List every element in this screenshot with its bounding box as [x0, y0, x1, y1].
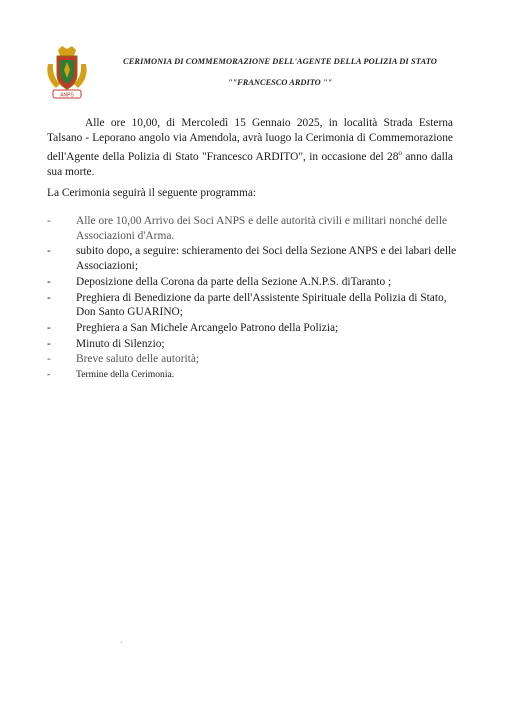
list-item: [47, 352, 457, 367]
list-item: [47, 291, 457, 320]
list-item: [47, 244, 457, 273]
list-item-text: Alle ore 10,00 Arrivo dei Soci ANPS e delle autorità civili e militari nonché delle Associazioni d'Arma.: [76, 215, 448, 242]
list-item: [47, 214, 457, 243]
bullet-dash: -: [47, 245, 51, 258]
program-list: [47, 214, 457, 384]
anps-emblem-logo: [44, 44, 90, 102]
list-item-text: Deposizione della Corona da parte della Sezione A.N.P.S. diTaranto ;: [76, 275, 392, 288]
bullet-dash: -: [47, 321, 51, 334]
scan-speck: [120, 641, 123, 644]
list-item-text: Preghiera di Benedizione da parte dell'Assistente Spirituale della Polizia di Stato, Don Santo GUARINO;: [76, 291, 447, 319]
bullet-dash: -: [47, 215, 51, 227]
list-item-text: subito dopo, a seguire: schieramento dei Soci della Sezione ANPS e dei labari delle Associazioni;: [76, 245, 457, 272]
list-item-text: Minuto di Silenzio;: [76, 337, 165, 350]
list-item: [47, 275, 457, 290]
bullet-dash: -: [47, 275, 51, 288]
logo-text: ANPS: [60, 92, 74, 99]
list-item-text: Termine della Cerimonia.: [76, 369, 175, 381]
bullet-dash: -: [47, 369, 51, 381]
intro-ordinal: o: [398, 149, 402, 157]
bullet-dash: -: [47, 337, 51, 350]
ceremony-title: CERIMONIA DI COMMEMORAZIONE DELL'AGENTE DELLA POLIZIA DI STATO: [123, 57, 437, 66]
bullet-dash: -: [47, 291, 51, 304]
bullet-dash: -: [47, 353, 51, 366]
list-item-text: Breve saluto delle autorità;: [76, 353, 200, 366]
list-item-text: Preghiera a San Michele Arcangelo Patrono della Polizia;: [76, 321, 339, 334]
intro-text: Alle ore 10,00, di Mercoledì 15 Gennaio 2025, in località Strada Esterna Talsano - Leporano angolo via Amendola, avrà luogo la Cerimonia di Commemorazione dell'Agente della Polizia di Stato "Francesco ARDITO", in occasione del 28: [47, 117, 453, 163]
program-intro: La Cerimonia seguirà il seguente programma:: [47, 187, 257, 199]
intro-paragraph: [47, 116, 453, 180]
list-item: [47, 321, 457, 336]
intro-text-end: anno dalla sua morte.: [47, 150, 453, 178]
list-item: [47, 337, 457, 352]
list-item: [47, 368, 457, 383]
ceremony-honoree: ""FRANCESCO ARDITO "": [227, 78, 333, 87]
